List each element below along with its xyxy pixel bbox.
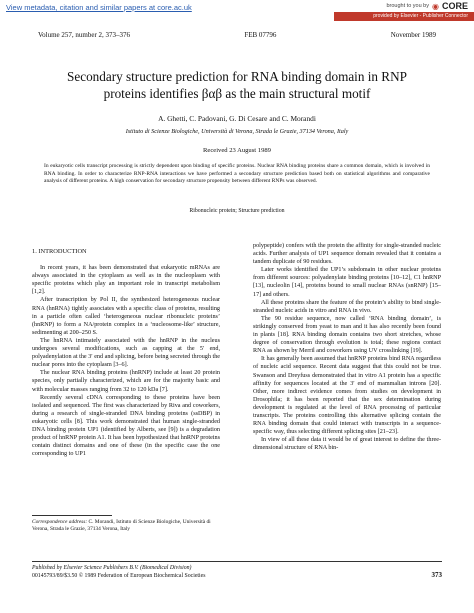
paragraph: Later works identified the UP1’s subdomain in other nuclear proteins from different sources: polyadenylate binding proteins [10–12], C1 hnRNP [13], nucleolin [14], proteins bound to small nuclear RNAs (snRNP) [15–17] and others. (253, 267, 441, 298)
paragraph: The nuclear RNA binding proteins (hnRNP) include at least 20 protein species, only partially characterized, which are for the majority basic and with molecular masses ranging from 32 to 120 kDa [7]. (32, 370, 220, 393)
paragraph: After transcription by Pol II, the synthesized heterogeneous nuclear RNA (hnRNA) tightly associates with a specific class of proteins, resulting in a particle often called ‘heterogeneous nuclear ribonucleic proteins’ (hnRNP) to form a NA/protein complex in a ‘nucleosome-like’ structure, sedimenting at 200–250 S. (32, 297, 220, 336)
paragraph: The hnRNA intimately associated with the hnRNP in the nucleus undergoes several modifications, such as capping at the 5′ end, polyadenylation at the 3′ end and splicing, before being secreted through the nuclear pores into the cytoplasm [3–6]. (32, 337, 220, 369)
affiliation: Istituto di Scienze Biologiche, Università di Verona, Strada le Grazie, 37134 Verona, Italy (125, 128, 349, 135)
right-column (253, 242, 441, 452)
title-line-1: Secondary structure prediction for RNA binding domain in RNP (67, 69, 407, 84)
correspondence-text: C. Morandi, Istituto di Scienze Biologiche, Università di Verona, Strada le Grazie, 37134 Verona, Italy (32, 519, 211, 532)
core-branding (386, 1, 468, 11)
provider-badge[interactable]: provided by Elsevier - Publisher Connector (334, 12, 474, 21)
journal-date: November 1989 (390, 31, 436, 39)
core-banner (0, 0, 474, 22)
footnote-divider (32, 515, 112, 516)
journal-volume: Volume 257, number 2, 373–376 (38, 31, 131, 39)
paragraph: polypeptide) confers with the protein the affinity for single-stranded nucleic acids. Further analysis of UP1 sequence domain revealed that it contains a tandem duplicate of 90 residues. (253, 243, 441, 266)
correspondence-label: Correspondence address: (32, 519, 88, 525)
section-heading: 1. INTRODUCTION (32, 248, 87, 255)
journal-header (38, 31, 436, 39)
publisher-line: Published by Elsevier Science Publishers B.V. (Biomedical Division) (32, 565, 192, 571)
paper-title (30, 68, 444, 102)
journal-code: FEB 07796 (244, 31, 277, 39)
abstract: In eukaryotic cells transcript processing is strictly dependent upon binding of specific proteins. Nuclear RNA binding proteins share a common domain, which is involved in RNA binding. In order to characterize RNP-RNA interactions we have performed a secondary structure prediction based both on statistical algorithms and comparative analysis of different proteins. A high conservation for secondary structure propensity between different RNPs was observed. (44, 163, 430, 185)
title-line-2: proteins identifies βαβ as the main structural motif (103, 86, 371, 101)
paragraph: Recently several cDNA corresponding to these proteins have been isolated and sequenced. The first was characterized by Riva and coworkers, during a research of single-stranded DNA binding proteins (ssDBP) in eukaryotic cells [8]. This work demonstrated that human single-stranded DNA binding protein UP1 (identified by Alberts, see [9]) is a degradation product of hnRNP protein A1. It has been hypothesized that hnRNP proteins contain distinct domains and one of these (in the specific case the one corresponding to UP1 (32, 394, 220, 458)
paragraph: The 90 residue sequence, now called ‘RNA binding domain’, is strikingly conserved from yeast to man and it has also recently been found in plants [18]. RNA binding domain contains two short stretches, whose degree of conservation through evolution is total; these regions contact RNA as shown by Merril and coworkers using UV crosslinking [19]. (253, 315, 441, 355)
left-column (32, 242, 220, 458)
footer-divider (32, 561, 442, 562)
copyright-line: 00145793/89/$3.50 © 1989 Federation of European Biochemical Societies (32, 573, 206, 579)
received-date: Received 23 August 1989 (203, 147, 271, 154)
paragraph: It has generally been assumed that hnRNP proteins bind RNA regardless of nucleic acid sequence. Recent data suggest that this could not be true. Swanson and Dreyfuss demonstrated that in vitro A1 protein has a specific affinity for sequences located at the 3′ end of mammalian introns [20]. Other, more indirect evidence comes from studies on development in Drosophila; it has been reported that the sex determination during development is regulated at the level of RNA processing of particular transcripts. The proteins controlling this alternative splicing contain the RNA binding domain that could interact with transcripts in a sequence-specific way, thus selecting different splicing sites [21–23]. (253, 356, 441, 436)
correspondence (32, 519, 220, 533)
page-number: 373 (431, 571, 442, 579)
core-logo-icon: ◉ (432, 1, 439, 11)
keywords: Ribonucleic protein; Structure prediction (189, 208, 285, 214)
paragraph: In view of all these data it would be of great interest to define the three-dimensional structure of RNA bin- (253, 437, 441, 452)
core-metadata-link[interactable]: View metadata, citation and similar papers at core.ac.uk (6, 3, 192, 12)
brought-by-text: brought to you by (386, 3, 429, 9)
paragraph: All these proteins share the feature of the protein’s ability to bind single-stranded nucleic acids in vitro and RNA in vivo. (253, 299, 441, 314)
core-logo[interactable]: CORE (441, 1, 468, 11)
paragraph: In recent years, it has been demonstrated that eukaryotic mRNAs are always associated in the cytoplasm as well as in the nucleoplasm with specific proteins which play an important role in transcript metabolism [1,2]. (32, 265, 220, 296)
authors: A. Ghetti, C. Padovani, G. Di Cesare and C. Morandi (158, 114, 316, 123)
